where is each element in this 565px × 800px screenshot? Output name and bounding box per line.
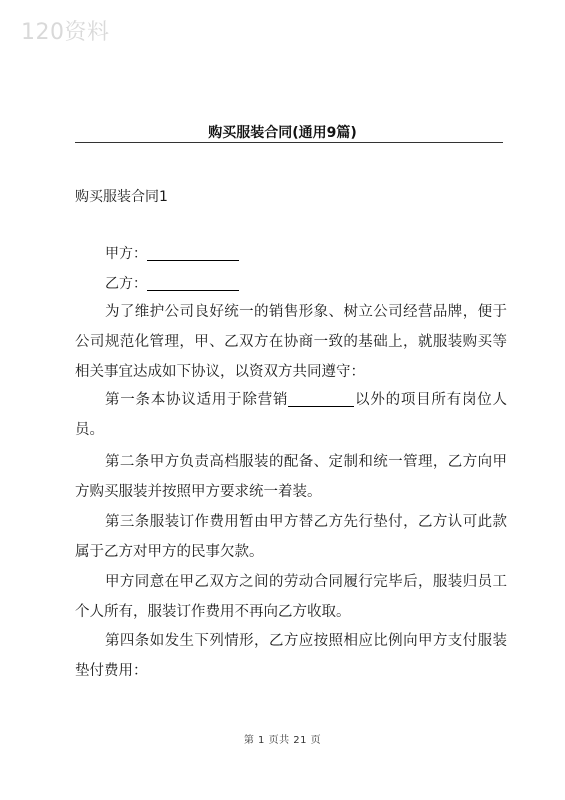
title-divider: [75, 142, 503, 143]
party-b-blank: [147, 276, 239, 291]
page-footer: 第 1 页共 21 页: [243, 735, 322, 746]
paragraph-article-4: 第四条如发生下列情形，乙方应按照相应比例向甲方支付服装垫付费用：: [75, 633, 507, 679]
article-1-text-after: 以外的项目所有岗位人员。: [75, 392, 508, 438]
watermark: 120资料: [21, 20, 110, 45]
section-heading: 购买服装合同1: [75, 189, 168, 205]
paragraph-article-2: 第二条甲方负责高档服装的配备、定制和统一管理，乙方向甲方购买服装并按照甲方要求统一着装。: [75, 454, 507, 500]
party-a-field: [105, 243, 239, 263]
party-a-label: 甲方：: [105, 246, 147, 262]
article-1-text-before: 第一条本协议适用于除营销: [105, 392, 289, 408]
paragraph-intro: 为了维护公司良好统一的销售形象、树立公司经营品牌，便于公司规范化管理，甲、乙双方在协商一致的基础上，就服装购买等相关事宜达成如下协议，以资双方共同遵守：: [75, 304, 507, 380]
paragraph-article-1: [75, 385, 507, 445]
party-a-blank: [147, 246, 239, 261]
party-b-field: [105, 273, 239, 293]
article-1-blank: [288, 392, 354, 407]
paragraph-agreement: 甲方同意在甲乙双方之间的劳动合同履行完毕后，服装归员工个人所有，服装订作费用不再向乙方收取。: [75, 574, 507, 620]
party-b-label: 乙方：: [105, 276, 147, 292]
document-title: 购买服装合同(通用9篇): [208, 125, 357, 141]
paragraph-article-3: 第三条服装订作费用暂由甲方替乙方先行垫付，乙方认可此款属于乙方对甲方的民事欠款。: [75, 514, 507, 560]
